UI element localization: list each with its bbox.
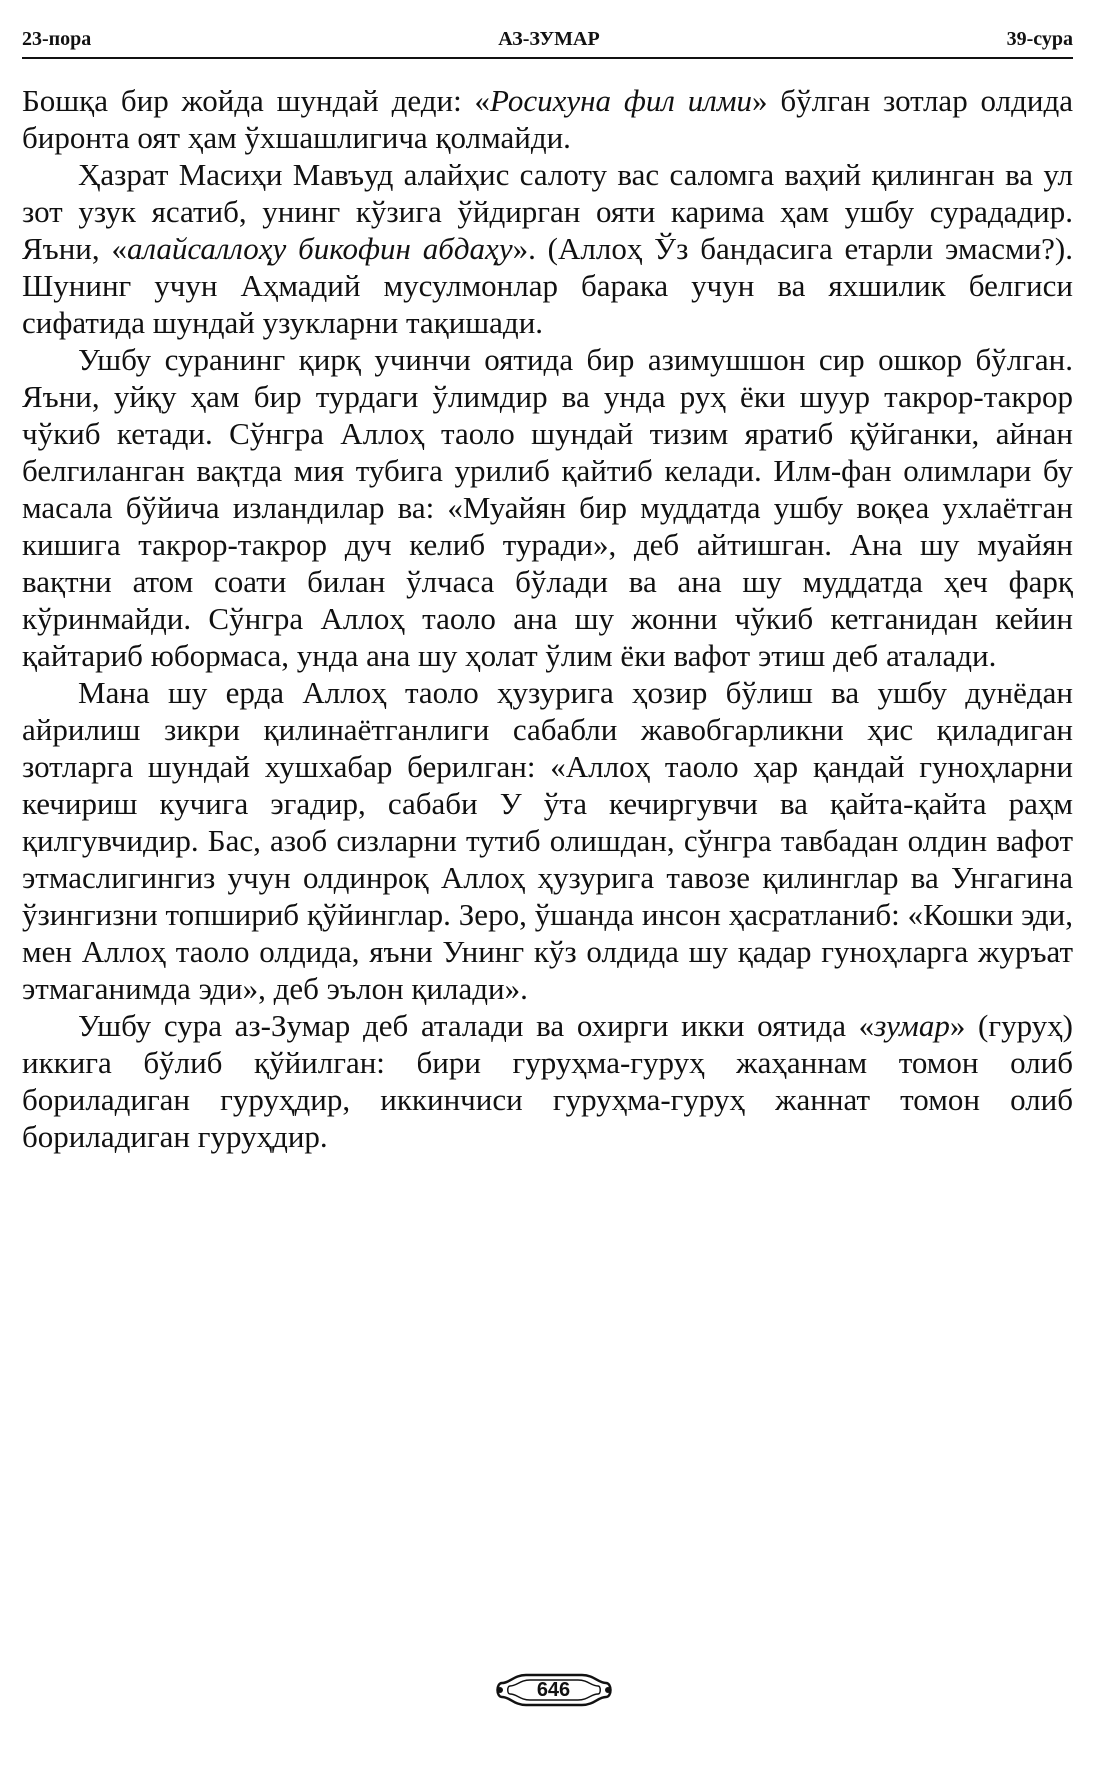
text-run: » (гуруҳ) иккига бўлиб қўйилган: бири гуруҳма-гуруҳ жаҳаннам томон олиб бориладиган гуруҳдир, иккинчиси гуруҳма-гуруҳ жаннат томон олиб бориладиган гуруҳдир. [22, 1008, 1073, 1154]
paragraph [22, 674, 1073, 1007]
italic-phrase: Росихуна фил илми [490, 83, 753, 118]
paragraph [22, 1007, 1073, 1155]
text-run: Ҳазрат Масиҳи Мавъуд алайҳис салоту вас саломга ваҳий қилинган ва ул зот узук ясатиб, унинг кўзига ўйдирган ояти карима ҳам ушбу сурададир. Яъни, « [22, 157, 1073, 266]
paragraph [22, 341, 1073, 674]
text-run: ». (Аллоҳ Ўз бандасига етарли эмасми?). Шунинг учун Аҳмадий мусулмонлар барака учун ва яхшилик белгиси сифатида шундай узукларни тақишади. [22, 231, 1073, 340]
page-footer [0, 1660, 1107, 1720]
text-run: Ушбу сура аз-Зумар деб аталади ва охирги икки оятида « [78, 1008, 875, 1043]
body-text [22, 82, 1073, 1155]
text-run: » бўлган зотлар олдида биронта оят ҳам ўхшашлигича қолмайди. [22, 83, 1073, 155]
running-header [22, 27, 1073, 59]
page-number: 646 [536, 1678, 571, 1701]
page-number-ornament [494, 1669, 614, 1711]
text-run: Мана шу ерда Аллоҳ таоло ҳузурига ҳозир бўлиш ва ушбу дунёдан айрилиш зикри қилинаётганлиги сабабли жавобгарликни ҳис қиладиган зотларга шундай хушхабар берилган: «Аллоҳ таоло ҳар қандай гуноҳларни кечириш кучига эгадир, сабаби У ўта кечиргувчи ва қайта-қайта раҳм қилгувчидир. Бас, азоб сизларни тутиб олишдан, сўнгра тавбадан олдин вафот этмаслигингиз учун олдинроқ Аллоҳ ҳузурига тавозе қилинглар ва Унгагина ўзингизни топшириб қўйинглар. Зеро, ўшанда инсон ҳасратланиб: «Кошки эди, мен Аллоҳ таоло олдида, яъни Унинг кўз олдида шу қадар гуноҳларга журъат этмаганимда эди», деб эълон қилади». [22, 675, 1073, 1006]
paragraph [22, 82, 1073, 156]
text-run: Ушбу суранинг қирқ учинчи оятида бир азимушшон сир ошкор бўлган. Яъни, уйқу ҳам бир турдаги ўлимдир ва унда руҳ ёки шуур такрор-такрор чўкиб кетади. Сўнгра Аллоҳ таоло шундай тизим яратиб қўйганки, айнан белгиланган вақтда мия тубига урилиб қайтиб келади. Илм-фан олимлари бу масала бўйича изландилар ва: «Муайян бир муддатда ушбу воқеа ухлаётган кишига такрор-такрор дуч келиб туради», деб айтишган. Ана шу муайян вақтни атом соати билан ўлчаса бўлади ва ана шу муддатда ҳеч фарқ кўринмайди. Сўнгра Аллоҳ таоло ана шу жонни чўкиб кетганидан кейин қайтариб юбормаса, унда ана шу ҳолат ўлим ёки вафот этиш деб аталади. [22, 342, 1073, 673]
header-juz-label: 23-пора [22, 28, 92, 50]
italic-phrase: зумар [874, 1008, 950, 1043]
italic-phrase: алайсаллоҳу бикофин абдаҳу [127, 231, 513, 266]
header-surah-number: 39-сура [1006, 28, 1073, 50]
header-surah-title: АЗ-ЗУМАР [498, 28, 600, 50]
paragraph [22, 156, 1073, 341]
text-run: Бошқа бир жойда шундай деди: « [22, 83, 491, 118]
